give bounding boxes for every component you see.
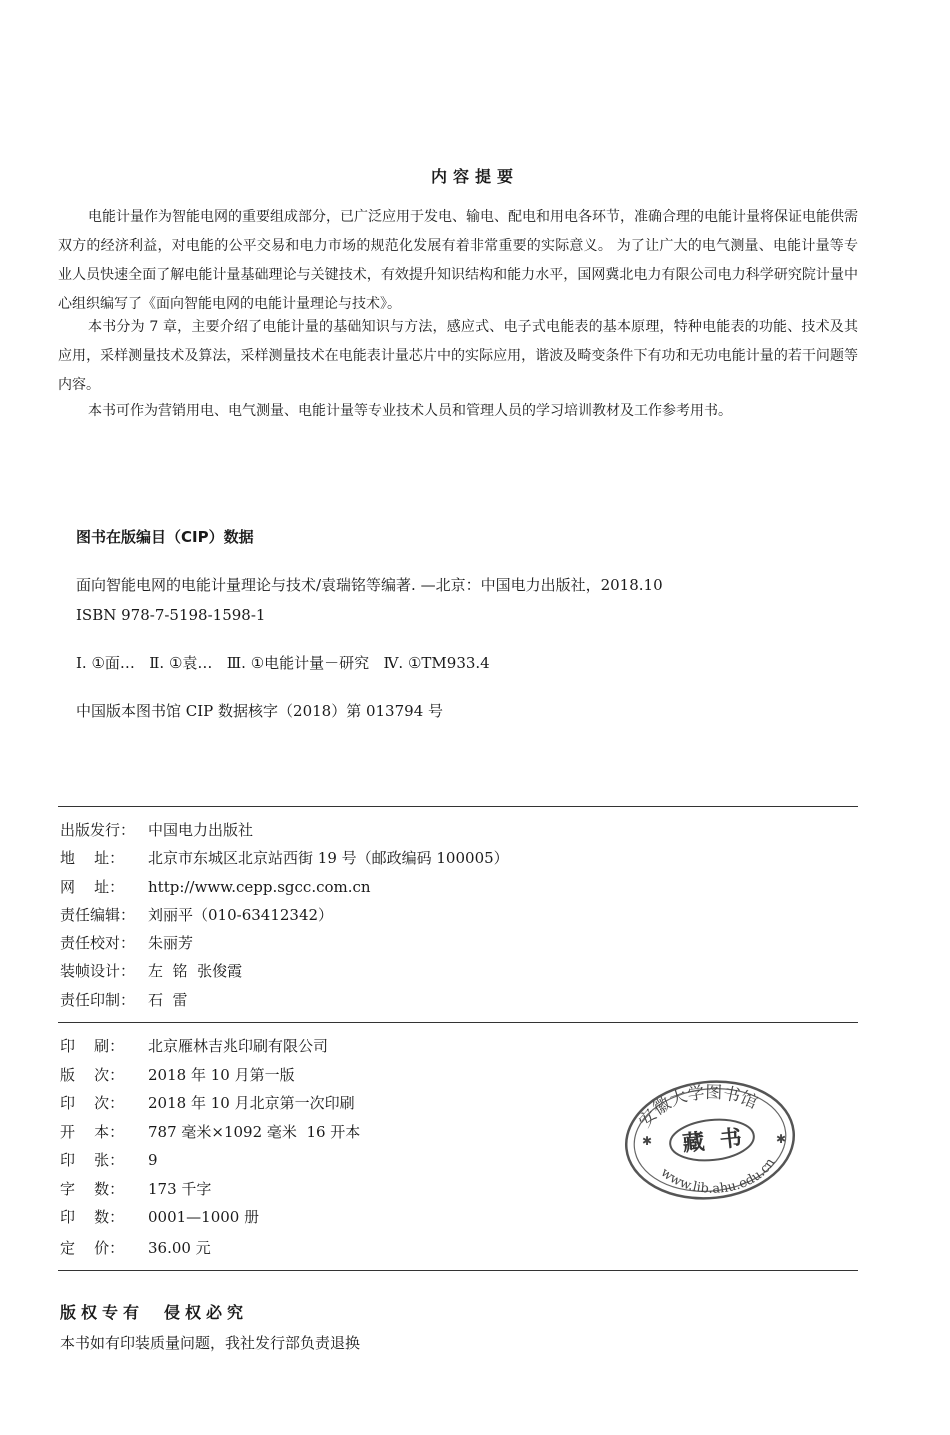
printing-row: [60, 1063, 295, 1087]
row-label: 版 次：: [60, 1066, 125, 1084]
printing-row: [60, 1177, 211, 1201]
quality-notice: 本书如有印装质量问题，我社发行部负责退换: [60, 1334, 361, 1352]
printing-row: [60, 1091, 355, 1115]
row-label: 开 本：: [60, 1123, 125, 1141]
publisher-row: [60, 931, 193, 955]
row-label: 字 数：: [60, 1180, 125, 1198]
stamp-center-text: 藏 书: [681, 1124, 743, 1158]
cip-isbn: ISBN 978-7-5198-1598-1: [76, 606, 266, 624]
printing-row: [60, 1148, 158, 1172]
row-label: 出版发行：: [60, 821, 136, 839]
row-value: 刘丽平（010-63412342）: [148, 906, 334, 924]
publisher-row: [60, 903, 333, 927]
stamp-star-right-icon: ✱: [776, 1132, 787, 1146]
row-label: 责任印制：: [60, 991, 136, 1009]
publisher-row: [60, 959, 242, 983]
publisher-row: [60, 988, 188, 1012]
stamp-top-text: 安徽大学图书馆: [635, 1082, 761, 1132]
row-label: 印 次：: [60, 1094, 125, 1112]
printing-row: [60, 1205, 259, 1229]
row-value: http://www.cepp.sgcc.com.cn: [148, 878, 371, 896]
divider-middle: [58, 1022, 858, 1023]
stamp-star-left-icon: ✱: [642, 1134, 653, 1148]
cip-record-number: 中国版本图书馆 CIP 数据核字（2018）第 013794 号: [76, 702, 444, 720]
infringement-warning: 侵权必究: [164, 1303, 249, 1322]
row-value: 2018 年 10 月第一版: [148, 1066, 295, 1084]
row-label: 印 张：: [60, 1151, 125, 1169]
publisher-row: [60, 846, 509, 870]
row-label: 印 刷：: [60, 1037, 125, 1055]
cip-title-line: 面向智能电网的电能计量理论与技术/袁瑞铭等编著. —北京：中国电力出版社，2018.10: [76, 576, 663, 594]
publisher-row: [60, 818, 253, 842]
row-value: 0001—1000 册: [148, 1208, 260, 1226]
summary-paragraph-1: 电能计量作为智能电网的重要组成部分，已广泛应用于发电、输电、配电和用电各环节，准确合理的电能计量将保证电能供需双方的经济利益，对电能的公平交易和电力市场的规范化发展有着非常重要的实际意义。 为了让广大的电气测量、电能计量等专业人员快速全面了解电能计量基础理论与关键技术，有效提升知识结构和能力水平，国网冀北电力有限公司电力科学研究院计量中心组织编写了《面向智能电网的电能计量理论与技术》。: [58, 209, 858, 312]
printing-row: [60, 1236, 211, 1260]
summary-title: 内容提要: [430, 167, 519, 186]
publisher-row: [60, 875, 371, 899]
row-label: 装帧设计：: [60, 962, 136, 980]
library-stamp-icon: [620, 1075, 800, 1205]
row-label: 责任编辑：: [60, 906, 136, 924]
row-value: 173 千字: [148, 1180, 212, 1198]
summary-paragraph-2: 本书分为 7 章，主要介绍了电能计量的基础知识与方法，感应式、电子式电能表的基本原理，特种电能表的功能、技术及其应用，采样测量技术及算法，采样测量技术在电能表计量芯片中的实际应用，谐波及畸变条件下有功和无功电能计量的若干问题等内容。: [58, 319, 858, 393]
row-label: 地 址：: [60, 849, 125, 867]
row-value: 北京市东城区北京站西街 19 号（邮政编码 100005）: [148, 849, 509, 867]
row-value: 石 雷: [148, 991, 188, 1009]
row-value: 北京雁林吉兆印刷有限公司: [148, 1037, 329, 1055]
printing-row: [60, 1034, 328, 1058]
row-value: 左 铭 张俊霞: [148, 962, 243, 980]
row-value: 36.00 元: [148, 1239, 211, 1257]
summary-paragraph-3: 本书可作为营销用电、电气测量、电能计量等专业技术人员和管理人员的学习培训教材及工作参考用书。: [88, 403, 732, 419]
divider-bottom: [58, 1270, 858, 1271]
cip-heading: 图书在版编目（CIP）数据: [76, 528, 254, 546]
divider-top: [58, 806, 858, 807]
stamp-bottom-text: www.lib.ahu.edu.cn: [657, 1155, 779, 1197]
copyright-reserved: 版权专有: [60, 1303, 145, 1322]
printing-row: [60, 1120, 360, 1144]
row-value: 朱丽芳: [148, 934, 194, 952]
copyright-statement: [60, 1300, 248, 1323]
row-value: 787 毫米×1092 毫米 16 开本: [148, 1123, 361, 1141]
row-label: 责任校对：: [60, 934, 136, 952]
row-value: 2018 年 10 月北京第一次印刷: [148, 1094, 355, 1112]
row-label: 网 址：: [60, 878, 125, 896]
row-value: 9: [148, 1151, 158, 1169]
row-label: 印 数：: [60, 1208, 125, 1226]
cip-classification: Ⅰ. ①面… Ⅱ. ①袁… Ⅲ. ①电能计量－研究 Ⅳ. ①TM933.4: [76, 654, 490, 672]
row-value: 中国电力出版社: [148, 821, 254, 839]
row-label: 定 价：: [60, 1239, 125, 1257]
